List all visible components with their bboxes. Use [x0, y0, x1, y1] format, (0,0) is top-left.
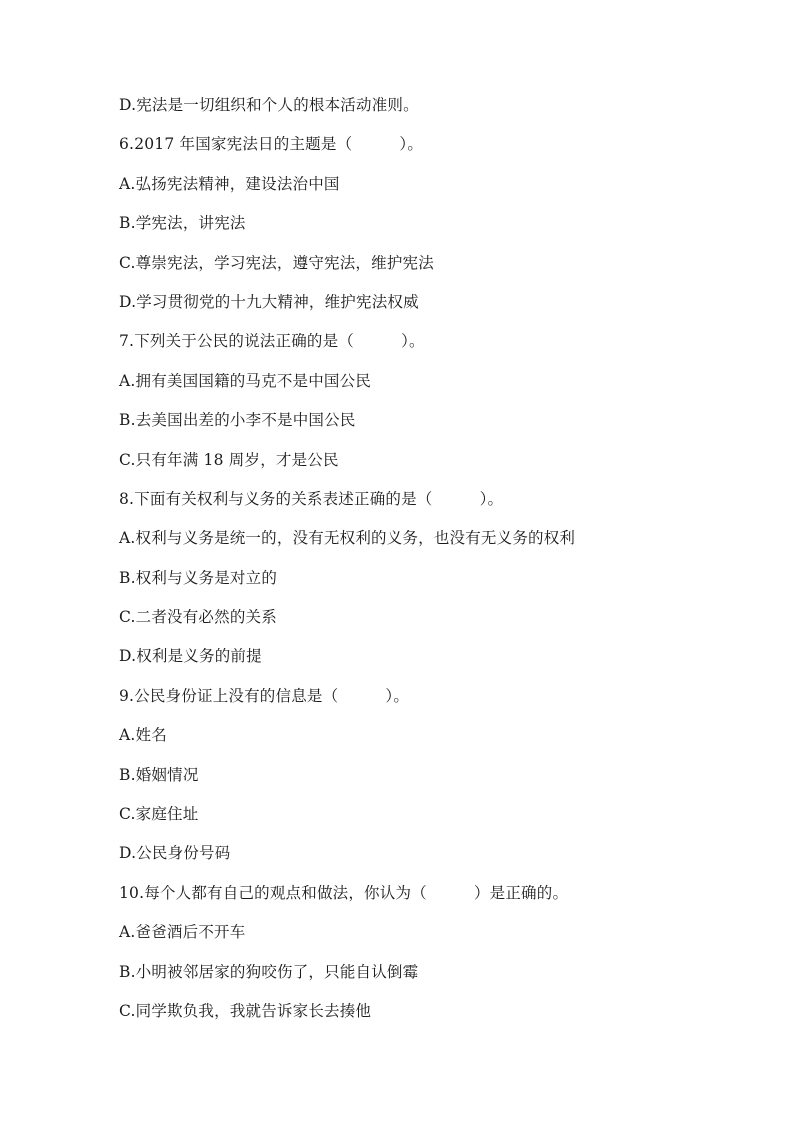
- option-line: C.家庭住址: [119, 805, 199, 824]
- option-line: D.权利是义务的前提: [119, 647, 262, 666]
- option-line: C.尊崇宪法，学习宪法，遵守宪法，维护宪法: [119, 253, 434, 272]
- option-line: D.宪法是一切组织和个人的根本活动准则。: [119, 96, 419, 114]
- option-line: D.公民身份号码: [119, 844, 231, 863]
- option-line: B.权利与义务是对立的: [119, 568, 278, 587]
- option-line: A.权利与义务是统一的，没有无权利的义务，也没有无义务的权利: [119, 529, 576, 548]
- option-line: B.去美国出差的小李不是中国公民: [119, 411, 356, 430]
- option-line: C.同学欺负我，我就告诉家长去揍他: [119, 1001, 372, 1020]
- question-list: [119, 93, 759, 1038]
- question-line: 8.下面有关权利与义务的关系表述正确的是（ ）。: [119, 489, 504, 508]
- question-line: 10.每个人都有自己的观点和做法，你认为（ ）是正确的。: [119, 883, 569, 902]
- option-line: C.二者没有必然的关系: [119, 608, 277, 627]
- question-line: 9.公民身份证上没有的信息是（ ）。: [119, 686, 410, 705]
- question-line: 6.2017 年国家宪法日的主题是（ ）。: [119, 135, 424, 154]
- option-line: D.学习贯彻党的十九大精神，维护宪法权威: [119, 292, 419, 311]
- option-line: A.爸爸酒后不开车: [119, 923, 246, 942]
- option-line: B.学宪法，讲宪法: [119, 214, 246, 233]
- option-line: C.只有年满 18 周岁，才是公民: [119, 450, 339, 469]
- option-line: A.弘扬宪法精神，建设法治中国: [119, 174, 340, 193]
- option-line: B.婚姻情况: [119, 765, 199, 784]
- option-line: B.小明被邻居家的狗咬伤了，只能自认倒霉: [119, 962, 419, 981]
- option-line: A.姓名: [119, 726, 167, 745]
- question-line: 7.下列关于公民的说法正确的是（ ）。: [119, 332, 425, 351]
- option-line: A.拥有美国国籍的马克不是中国公民: [119, 371, 372, 390]
